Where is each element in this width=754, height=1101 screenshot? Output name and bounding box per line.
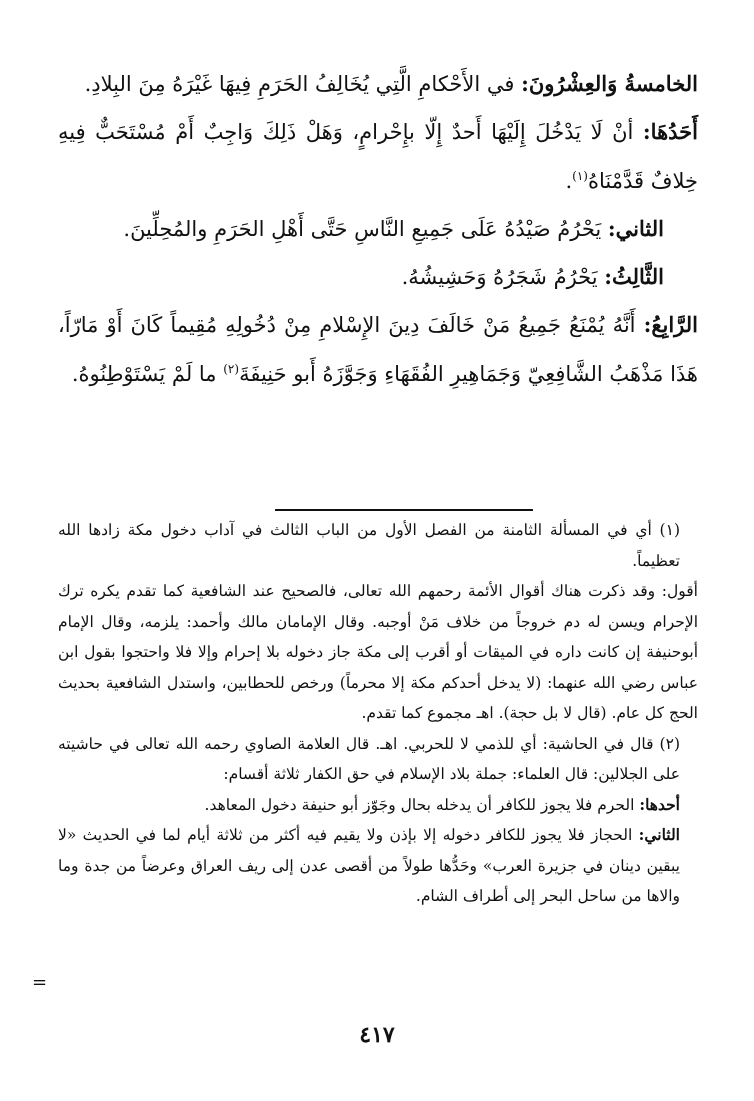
paragraph-text: في الأَحْكامِ الَّتِي يُخَالِفُ الحَرَمِ فِيهَا غَيْرَهُ مِنَ البِلادِ. [84,72,522,96]
footnote-ref: (٢) [223,362,240,376]
footnote-ref: (١) [572,169,588,183]
paragraph-label: الثَّالِثُ: [604,264,664,289]
footnote-1-comment: أقول: وقد ذكرت هناك أقوال الأئمة رحمهم الله تعالى، فالصحيح عند الشافعية كما تقدم يكره ترك الإحرام ويسن له دم خروجاً من خلاف مَنْ أوجبه. وقال الإمامان مالك وأحمد: يلزمه، وقال الإمام أبوحنيفة إن كانت داره في الميقات أو أقرب إلى مكة جاز دخوله بلا إحرام وإلا فلا واحتجوا بقول ابن عباس رضي الله عنهما: (لا يدخل أحدكم مكة إلا محرماً) ورخص للحطابين، واستدل الشافعية بحديث الحج كل عام. (قال لا بل حجة). اهـ مجموع كما تقدم. [58,582,698,722]
paragraph-label: الخامسةُ وَالعِشْرُونَ: [521,71,698,96]
footnote-label: أحدها: [639,794,680,814]
paragraph-label: الرَّابِعُ: [643,312,698,337]
continuation-mark: = [32,972,48,993]
footnote-2-second-part [58,820,698,912]
page-number: ٤١٧ [359,1022,395,1048]
paragraph-text: أَنَّهُ يُمْنَعُ جَمِيعُ مَنْ خَالَفَ دِينَ الإِسْلامِ مِنْ دُخُولِهِ مُقِيماً كَانَ أَوْ مَارّاً، هَذَا مَذْهَبُ الشَّافِعِيّ وَجَمَاهِيرِ الفُقَهَاءِ وَجَوَّزَهُ أَبو حَنِيفَةَ [58,313,698,386]
paragraph-end: ما لَمْ يَسْتَوْطِنُوهُ. [71,362,224,386]
paragraph-label: أَحَدُهَا: [642,119,698,144]
footnote-2: (٢) قال في الحاشية: أي للذمي لا للحربي. اهـ. قال العلامة الصاوي رحمه الله تعالى في حاشيته على الجلالين: قال العلماء: جملة بلاد الإسلام في حق الكفار ثلاثة أقسام: [58,734,680,783]
footnote-2-first-part [58,790,698,821]
paragraph-text: يَحْرُمُ صَيْدُهُ عَلَى جَمِيعِ النَّاسِ حَتَّى أَهْلِ الحَرَمِ والمُحِلِّينَ. [123,217,608,241]
paragraph-label: الثاني: [607,216,664,241]
paragraph-second [58,207,698,251]
paragraph-25 [58,62,698,106]
paragraph-text: يَحْرُمُ شَجَرُهُ وَحَشِيشُهُ. [401,265,605,289]
footnote-label: الثاني: [638,825,680,844]
footnote-text: الحرم فلا يجوز للكافر أن يدخله بحال وجَوّز أبو حنيفة دخول المعاهد. [204,795,640,814]
footnote-1: (١) أي في المسألة الثامنة من الفصل الأول من الباب الثالث في آداب دخول مكة زادها الله تعظيماً. [58,521,680,570]
paragraph-third [58,255,698,299]
paragraph-first [58,110,698,203]
footnote-separator [275,509,533,511]
footnote-text: الحجاز فلا يجوز للكافر دخوله إلا بإذن ولا يقيم فيه أكثر من ثلاثة أيام لما في الحديث «لا يبقين دينان في جزيرة العرب» وحَدُّها طولاً من أقصى عدن إلى ريف العراق وعرضاً من جدة وما والاها من ساحل البحر إلى أطراف الشام. [58,826,680,905]
paragraph-end: . [565,169,573,193]
paragraph-text: أنْ لَا يَدْخُلَ إِلَيْهَا أَحدٌ إِلّا بإِحْرامٍ، وَهَلْ ذَلِكَ وَاجِبٌ أَمْ مُسْتَحَبٌّ فِيهِ خِلافٌ قَدَّمْنَاهُ [58,120,698,193]
footnotes [58,515,698,912]
paragraph-fourth [58,303,698,396]
main-text [58,62,698,400]
